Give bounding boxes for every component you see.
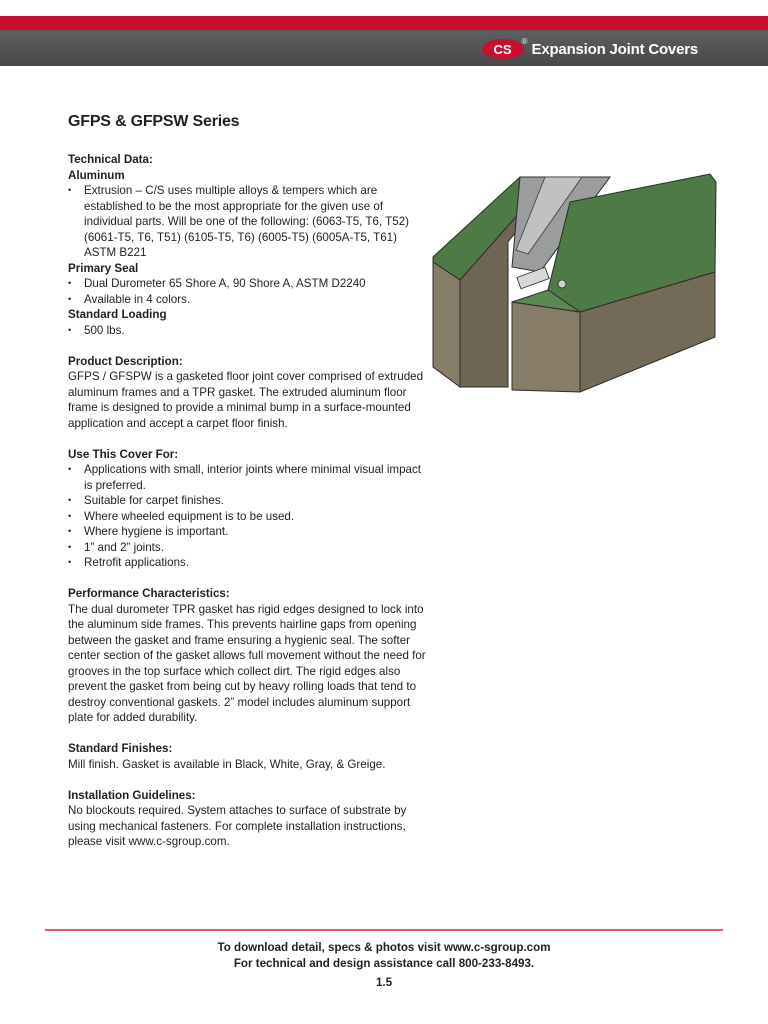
main-content: [68, 112, 430, 850]
left-slab-front: [433, 262, 460, 387]
list-item: • Dual Durometer 65 Shore A, 90 Shore A, ASTM D2240: [68, 276, 430, 292]
list-item: • Retrofit applications.: [68, 555, 430, 571]
footer-download-line: To download detail, specs & photos visit www.c-sgroup.com: [217, 941, 551, 954]
footer-divider: [45, 929, 723, 931]
brand: [482, 38, 698, 60]
footer: [0, 940, 768, 971]
list-item: • 1” and 2” joints.: [68, 540, 430, 556]
header-red-stripe: [0, 16, 768, 30]
finishes-heading: Standard Finishes:: [68, 742, 173, 755]
aluminum-list: [68, 183, 430, 261]
list-item: • Suitable for carpet finishes.: [68, 493, 430, 509]
fastener-icon: [558, 280, 566, 288]
footer-phone-line: For technical and design assistance call 800-233-8493.: [233, 956, 535, 970]
list-item: • Available in 4 colors.: [68, 292, 430, 308]
primary-seal-list: [68, 276, 430, 307]
performance-text: The dual durometer TPR gasket has rigid edges designed to lock into the aluminum side frames. This prevents hairline gaps from opening between the gasket and frame ensuring a hygienic seal. The softer center section of the gasket allows full movement without the need for grooves in the top surface which collect dirt. The rigid edges also prevent the gasket from being cut by heavy rolling loads that tend to destroy conventional gaskets. 2” model includes aluminum support plate for added durability.: [68, 602, 426, 724]
logo-text: CS: [493, 41, 512, 57]
logo-registered-mark: ®: [521, 37, 528, 46]
performance-heading: Performance Characteristics:: [68, 587, 230, 600]
list-item: • Extrusion – C/S uses multiple alloys & tempers which are established to be the most appropriate for the given use of individual parts. Will be one of the following: (6063-T5, T6, T52) (6061-T5, T6, T51) (6105-T5, T6) (6005-T5) (6005A-T5, T61) ASTM B221: [68, 183, 430, 261]
technical-data-heading: Technical Data:: [68, 153, 153, 166]
list-item: • Where wheeled equipment is to be used.: [68, 509, 430, 525]
primary-seal-heading: Primary Seal: [68, 261, 139, 275]
standard-loading-list: [68, 323, 430, 339]
use-for-heading: Use This Cover For:: [68, 447, 179, 461]
joint-cover-illustration: [430, 172, 720, 394]
header-title: Expansion Joint Covers: [531, 40, 698, 58]
use-for-list: [68, 462, 430, 571]
installation-heading: Installation Guidelines:: [68, 788, 196, 802]
page-title: GFPS & GFPSW Series: [68, 113, 240, 130]
header-bar: [0, 0, 768, 64]
standard-loading-heading: Standard Loading: [68, 308, 167, 321]
aluminum-heading: Aluminum: [68, 168, 125, 182]
list-item: • Applications with small, interior joints where minimal visual impact is preferred.: [68, 462, 430, 493]
product-description-text: GFPS / GFSPW is a gasketed floor joint cover comprised of extruded aluminum frames and a TPR gasket. The extruded aluminum floor frame is designed to provide a minimal bump in a surface-mounted application and accept a carpet floor finish.: [68, 370, 424, 430]
product-description-heading: Product Description:: [68, 354, 183, 368]
list-item: • Where hygiene is important.: [68, 524, 430, 540]
page-number: 1.5: [375, 976, 393, 989]
right-slab-front: [512, 302, 580, 392]
finishes-text: Mill finish. Gasket is available in Black, White, Gray, & Greige.: [68, 757, 386, 771]
cs-logo: [482, 37, 528, 59]
list-item: • 500 lbs.: [68, 323, 430, 339]
installation-text: No blockouts required. System attaches to surface of substrate by using mechanical fasteners. For complete installation instructions, please visit www.c-sgroup.com.: [68, 804, 407, 848]
